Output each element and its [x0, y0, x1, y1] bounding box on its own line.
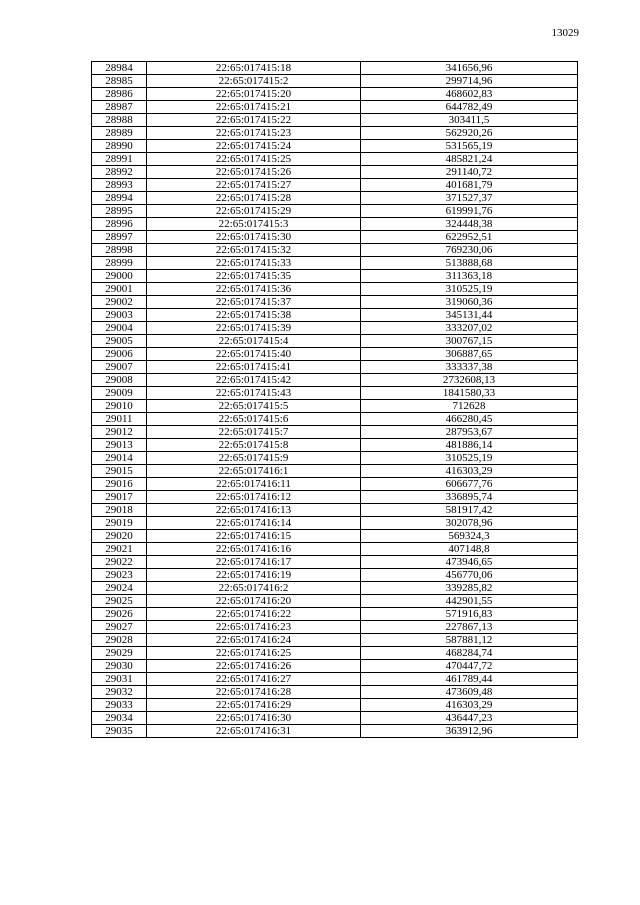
cadastral-value-cell: 227867,13	[361, 621, 578, 634]
cadastral-number-cell: 22:65:017416:16	[147, 543, 361, 556]
row-number-cell: 29011	[92, 413, 147, 426]
cadastral-number-cell: 22:65:017415:33	[147, 257, 361, 270]
table-row	[92, 660, 578, 673]
table-row	[92, 257, 578, 270]
row-number-cell: 29030	[92, 660, 147, 673]
cadastral-value-cell: 473609,48	[361, 686, 578, 699]
row-number-cell: 29028	[92, 634, 147, 647]
cadastral-value-cell: 456770,06	[361, 569, 578, 582]
row-number-cell: 29016	[92, 478, 147, 491]
cadastral-number-cell: 22:65:017416:17	[147, 556, 361, 569]
table-row	[92, 322, 578, 335]
table-body	[92, 62, 578, 738]
row-number-cell: 29029	[92, 647, 147, 660]
cadastral-value-cell: 310525,19	[361, 283, 578, 296]
cadastral-value-cell: 562920,26	[361, 127, 578, 140]
cadastral-value-cell: 468602,83	[361, 88, 578, 101]
cadastral-value-cell: 436447,23	[361, 712, 578, 725]
row-number-cell: 29010	[92, 400, 147, 413]
cadastral-value-cell: 303411,5	[361, 114, 578, 127]
row-number-cell: 29025	[92, 595, 147, 608]
cadastral-number-cell: 22:65:017415:21	[147, 101, 361, 114]
cadastral-number-cell: 22:65:017416:27	[147, 673, 361, 686]
cadastral-value-cell: 407148,8	[361, 543, 578, 556]
cadastral-value-cell: 371527,37	[361, 192, 578, 205]
row-number-cell: 29013	[92, 439, 147, 452]
row-number-cell: 29004	[92, 322, 147, 335]
table-row	[92, 166, 578, 179]
row-number-cell: 29003	[92, 309, 147, 322]
row-number-cell: 29026	[92, 608, 147, 621]
table-row	[92, 647, 578, 660]
cadastral-number-cell: 22:65:017415:40	[147, 348, 361, 361]
row-number-cell: 28992	[92, 166, 147, 179]
cadastral-number-cell: 22:65:017415:25	[147, 153, 361, 166]
row-number-cell: 28986	[92, 88, 147, 101]
table-row	[92, 556, 578, 569]
table-row	[92, 127, 578, 140]
row-number-cell: 28984	[92, 62, 147, 75]
cadastral-number-cell: 22:65:017415:23	[147, 127, 361, 140]
cadastral-number-cell: 22:65:017415:36	[147, 283, 361, 296]
row-number-cell: 29032	[92, 686, 147, 699]
cadastral-value-cell: 300767,15	[361, 335, 578, 348]
cadastral-value-cell: 310525,19	[361, 452, 578, 465]
table-row	[92, 335, 578, 348]
table-row	[92, 218, 578, 231]
table-row	[92, 452, 578, 465]
row-number-cell: 29017	[92, 491, 147, 504]
row-number-cell: 29033	[92, 699, 147, 712]
table-row	[92, 699, 578, 712]
row-number-cell: 28990	[92, 140, 147, 153]
row-number-cell: 29022	[92, 556, 147, 569]
cadastral-value-cell: 622952,51	[361, 231, 578, 244]
row-number-cell: 28994	[92, 192, 147, 205]
row-number-cell: 29006	[92, 348, 147, 361]
row-number-cell: 29023	[92, 569, 147, 582]
cadastral-value-cell: 587881,12	[361, 634, 578, 647]
cadastral-number-cell: 22:65:017415:30	[147, 231, 361, 244]
table-row	[92, 686, 578, 699]
cadastral-value-cell: 569324,3	[361, 530, 578, 543]
cadastral-number-cell: 22:65:017415:5	[147, 400, 361, 413]
cadastral-number-cell: 22:65:017415:35	[147, 270, 361, 283]
table-row	[92, 205, 578, 218]
table-row	[92, 179, 578, 192]
row-number-cell: 29018	[92, 504, 147, 517]
cadastral-value-cell: 333337,38	[361, 361, 578, 374]
table-row	[92, 101, 578, 114]
row-number-cell: 28998	[92, 244, 147, 257]
row-number-cell: 29027	[92, 621, 147, 634]
cadastral-number-cell: 22:65:017415:2	[147, 75, 361, 88]
page-number: 13029	[551, 27, 579, 39]
row-number-cell: 29014	[92, 452, 147, 465]
row-number-cell: 28989	[92, 127, 147, 140]
cadastral-number-cell: 22:65:017415:20	[147, 88, 361, 101]
cadastral-value-cell: 2732608,13	[361, 374, 578, 387]
cadastral-number-cell: 22:65:017415:41	[147, 361, 361, 374]
cadastral-value-cell: 481886,14	[361, 439, 578, 452]
row-number-cell: 29035	[92, 725, 147, 738]
table-row	[92, 192, 578, 205]
cadastral-value-cell: 468284,74	[361, 647, 578, 660]
cadastral-value-cell: 333207,02	[361, 322, 578, 335]
cadastral-number-cell: 22:65:017415:26	[147, 166, 361, 179]
row-number-cell: 29021	[92, 543, 147, 556]
cadastral-number-cell: 22:65:017416:19	[147, 569, 361, 582]
table-row	[92, 296, 578, 309]
cadastral-value-cell: 470447,72	[361, 660, 578, 673]
table-row	[92, 621, 578, 634]
table-row	[92, 348, 578, 361]
cadastral-value-cell: 341656,96	[361, 62, 578, 75]
table-row	[92, 400, 578, 413]
cadastral-value-cell: 442901,55	[361, 595, 578, 608]
row-number-cell: 28985	[92, 75, 147, 88]
table-row	[92, 270, 578, 283]
cadastral-number-cell: 22:65:017416:30	[147, 712, 361, 725]
cadastral-value-table	[91, 61, 578, 738]
cadastral-number-cell: 22:65:017416:13	[147, 504, 361, 517]
cadastral-number-cell: 22:65:017416:29	[147, 699, 361, 712]
cadastral-value-cell: 345131,44	[361, 309, 578, 322]
cadastral-value-cell: 287953,67	[361, 426, 578, 439]
cadastral-number-cell: 22:65:017416:2	[147, 582, 361, 595]
cadastral-number-cell: 22:65:017416:23	[147, 621, 361, 634]
cadastral-number-cell: 22:65:017416:15	[147, 530, 361, 543]
row-number-cell: 29009	[92, 387, 147, 400]
cadastral-number-cell: 22:65:017416:1	[147, 465, 361, 478]
table-row	[92, 309, 578, 322]
cadastral-number-cell: 22:65:017415:18	[147, 62, 361, 75]
cadastral-number-cell: 22:65:017415:39	[147, 322, 361, 335]
table-row	[92, 75, 578, 88]
cadastral-value-cell: 319060,36	[361, 296, 578, 309]
cadastral-number-cell: 22:65:017415:28	[147, 192, 361, 205]
cadastral-number-cell: 22:65:017415:24	[147, 140, 361, 153]
cadastral-value-cell: 571916,83	[361, 608, 578, 621]
cadastral-number-cell: 22:65:017415:32	[147, 244, 361, 257]
cadastral-value-cell: 306887,65	[361, 348, 578, 361]
row-number-cell: 29008	[92, 374, 147, 387]
cadastral-number-cell: 22:65:017416:11	[147, 478, 361, 491]
table-row	[92, 595, 578, 608]
table-row	[92, 517, 578, 530]
table-row	[92, 465, 578, 478]
table-row	[92, 569, 578, 582]
row-number-cell: 28997	[92, 231, 147, 244]
cadastral-number-cell: 22:65:017416:28	[147, 686, 361, 699]
row-number-cell: 28996	[92, 218, 147, 231]
cadastral-number-cell: 22:65:017415:8	[147, 439, 361, 452]
row-number-cell: 28995	[92, 205, 147, 218]
cadastral-value-cell: 619991,76	[361, 205, 578, 218]
table-row	[92, 426, 578, 439]
cadastral-value-cell: 401681,79	[361, 179, 578, 192]
cadastral-number-cell: 22:65:017416:25	[147, 647, 361, 660]
cadastral-number-cell: 22:65:017415:29	[147, 205, 361, 218]
table-row	[92, 439, 578, 452]
row-number-cell: 29005	[92, 335, 147, 348]
cadastral-number-cell: 22:65:017415:22	[147, 114, 361, 127]
cadastral-number-cell: 22:65:017415:27	[147, 179, 361, 192]
row-number-cell: 29031	[92, 673, 147, 686]
row-number-cell: 29020	[92, 530, 147, 543]
cadastral-value-cell: 416303,29	[361, 699, 578, 712]
row-number-cell: 29000	[92, 270, 147, 283]
cadastral-value-cell: 581917,42	[361, 504, 578, 517]
table-row	[92, 62, 578, 75]
cadastral-value-cell: 302078,96	[361, 517, 578, 530]
cadastral-number-cell: 22:65:017415:42	[147, 374, 361, 387]
table-row	[92, 504, 578, 517]
table-row	[92, 231, 578, 244]
table-row	[92, 283, 578, 296]
row-number-cell: 29015	[92, 465, 147, 478]
table-row	[92, 244, 578, 257]
cadastral-number-cell: 22:65:017415:38	[147, 309, 361, 322]
cadastral-number-cell: 22:65:017415:9	[147, 452, 361, 465]
row-number-cell: 28988	[92, 114, 147, 127]
cadastral-number-cell: 22:65:017416:26	[147, 660, 361, 673]
table-row	[92, 712, 578, 725]
cadastral-value-cell: 644782,49	[361, 101, 578, 114]
cadastral-value-cell: 606677,76	[361, 478, 578, 491]
table-row	[92, 530, 578, 543]
row-number-cell: 29019	[92, 517, 147, 530]
cadastral-number-cell: 22:65:017415:7	[147, 426, 361, 439]
row-number-cell: 29007	[92, 361, 147, 374]
cadastral-value-cell: 416303,29	[361, 465, 578, 478]
cadastral-value-cell: 324448,38	[361, 218, 578, 231]
table-row	[92, 491, 578, 504]
table-row	[92, 140, 578, 153]
cadastral-value-cell: 1841580,33	[361, 387, 578, 400]
cadastral-number-cell: 22:65:017416:20	[147, 595, 361, 608]
row-number-cell: 29034	[92, 712, 147, 725]
cadastral-value-cell: 466280,45	[361, 413, 578, 426]
cadastral-value-cell: 336895,74	[361, 491, 578, 504]
cadastral-value-cell: 339285,82	[361, 582, 578, 595]
table-row	[92, 153, 578, 166]
table-row	[92, 582, 578, 595]
cadastral-value-cell: 485821,24	[361, 153, 578, 166]
cadastral-number-cell: 22:65:017415:43	[147, 387, 361, 400]
cadastral-value-cell: 363912,96	[361, 725, 578, 738]
row-number-cell: 29024	[92, 582, 147, 595]
row-number-cell: 29012	[92, 426, 147, 439]
row-number-cell: 29002	[92, 296, 147, 309]
row-number-cell: 28993	[92, 179, 147, 192]
cadastral-value-cell: 461789,44	[361, 673, 578, 686]
cadastral-number-cell: 22:65:017415:37	[147, 296, 361, 309]
table-row	[92, 374, 578, 387]
cadastral-number-cell: 22:65:017416:31	[147, 725, 361, 738]
table-row	[92, 543, 578, 556]
row-number-cell: 28999	[92, 257, 147, 270]
table-row	[92, 608, 578, 621]
cadastral-number-cell: 22:65:017415:6	[147, 413, 361, 426]
cadastral-value-cell: 531565,19	[361, 140, 578, 153]
cadastral-value-cell: 712628	[361, 400, 578, 413]
cadastral-value-cell: 291140,72	[361, 166, 578, 179]
cadastral-value-cell: 299714,96	[361, 75, 578, 88]
table-row	[92, 725, 578, 738]
row-number-cell: 28991	[92, 153, 147, 166]
cadastral-number-cell: 22:65:017415:4	[147, 335, 361, 348]
cadastral-number-cell: 22:65:017416:24	[147, 634, 361, 647]
table-row	[92, 114, 578, 127]
cadastral-value-cell: 311363,18	[361, 270, 578, 283]
row-number-cell: 28987	[92, 101, 147, 114]
row-number-cell: 29001	[92, 283, 147, 296]
table-row	[92, 361, 578, 374]
cadastral-number-cell: 22:65:017416:12	[147, 491, 361, 504]
cadastral-number-cell: 22:65:017416:14	[147, 517, 361, 530]
cadastral-value-cell: 769230,06	[361, 244, 578, 257]
table-row	[92, 88, 578, 101]
table-row	[92, 634, 578, 647]
table-row	[92, 387, 578, 400]
table-row	[92, 478, 578, 491]
cadastral-value-cell: 513888,68	[361, 257, 578, 270]
cadastral-number-cell: 22:65:017416:22	[147, 608, 361, 621]
table-row	[92, 673, 578, 686]
cadastral-number-cell: 22:65:017415:3	[147, 218, 361, 231]
cadastral-value-cell: 473946,65	[361, 556, 578, 569]
table-row	[92, 413, 578, 426]
